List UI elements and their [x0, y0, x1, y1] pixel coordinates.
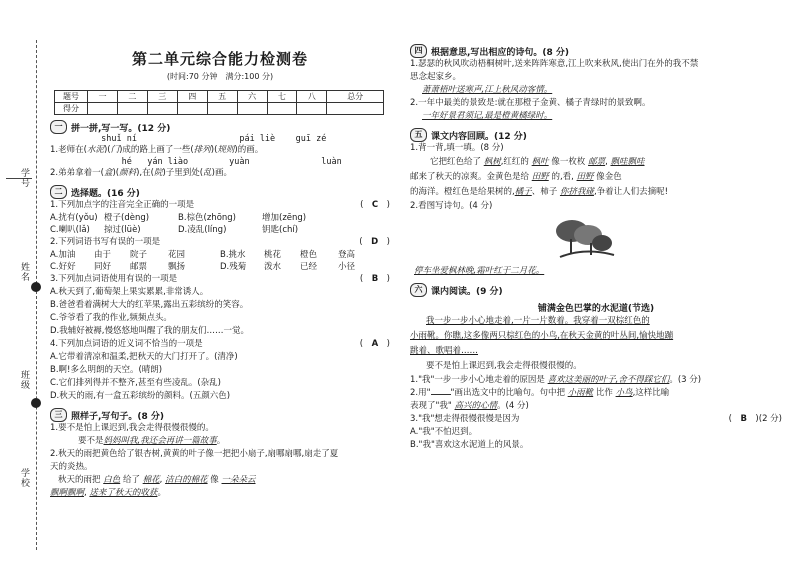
- answer-line: [50, 435, 390, 448]
- text: 的,看,: [551, 172, 574, 182]
- text: )(: [210, 145, 218, 155]
- class-label: 班级: [19, 370, 29, 390]
- text: 像: [210, 475, 219, 485]
- answer-line: [50, 474, 390, 487]
- option-line: C.爷爷看了我的作业,频频点头。: [50, 313, 172, 323]
- option-line: B.爸爸看着满树大大的红苹果,露出五彩缤纷的笑容。: [50, 300, 249, 310]
- text: 。: [157, 488, 166, 498]
- binding-margin: [0, 0, 48, 561]
- options-row: [50, 224, 390, 236]
- score-cell: 题号: [55, 91, 88, 103]
- score-cell: 五: [207, 91, 237, 103]
- score-input-cell[interactable]: [117, 103, 147, 115]
- question-text: 3."我"想走得很慢很慢是因为: [410, 414, 520, 424]
- choice-answer: B: [740, 414, 747, 424]
- question-text: 思念起家乡。: [410, 72, 462, 82]
- text: )(: [112, 168, 120, 178]
- exam-title: 第二单元综合能力检测卷: [131, 50, 308, 68]
- section-title: 拼一拼,写一写。(12 分): [71, 123, 171, 134]
- score-cell: 八: [297, 91, 327, 103]
- section-title: 照样子,写句子。(8 分): [71, 411, 165, 422]
- score-cell: 一: [88, 91, 118, 103]
- option: 邮票: [130, 262, 148, 272]
- handwritten-answer[interactable]: 送来了秋天的收获: [89, 488, 158, 498]
- question-line: [50, 199, 390, 212]
- option: D.残菊: [220, 262, 247, 272]
- section-2-heading: [50, 185, 390, 199]
- section-number-badge: 一: [50, 120, 67, 134]
- option: 院子: [130, 250, 148, 260]
- example-sentence: 2.秋天的雨把黄色给了银杏树,黄黄的叶子像一把把小扇子,扇哪扇哪,扇走了夏: [50, 449, 339, 459]
- option: 钥匙(chí): [262, 225, 299, 235]
- score-input-cell[interactable]: [237, 103, 267, 115]
- handwritten-answer[interactable]: 小鸟: [615, 388, 633, 398]
- option: 已经: [300, 262, 318, 272]
- text: ,: [605, 157, 608, 167]
- handwritten-answer[interactable]: 飘啊飘啊: [50, 488, 85, 498]
- handwritten-answer[interactable]: 排列: [193, 145, 211, 155]
- text: 。(4 分): [497, 401, 529, 411]
- pinyin-line: hé yán liào yuàn luàn: [50, 157, 342, 167]
- option: 桃花: [264, 250, 282, 260]
- fill-paragraph: [410, 170, 782, 185]
- section-number-badge: 六: [410, 283, 427, 297]
- option-line: D.我辅好被褥,慢悠悠地叫醒了我的朋友们……一觉。: [50, 326, 249, 336]
- answer-bracket[interactable]: ( D ): [359, 237, 390, 247]
- text: )画。: [211, 168, 232, 178]
- option: 飘扬: [168, 262, 186, 272]
- text: 表现了"我": [410, 401, 452, 411]
- text: 1.老师在(: [50, 145, 87, 155]
- option: A.加油: [50, 250, 76, 260]
- handwritten-answer[interactable]: 枫树: [483, 157, 501, 167]
- handwritten-answer[interactable]: 橘子: [514, 187, 532, 197]
- question-text: 1.下列加点字的注音完全正确的一项是: [50, 200, 195, 210]
- option: 由于: [94, 250, 112, 260]
- handwritten-answer[interactable]: 院: [153, 168, 163, 178]
- section-number-badge: 四: [410, 44, 427, 58]
- text: 。: [216, 436, 226, 446]
- binding-dashed-line: [36, 40, 37, 550]
- handwritten-answer[interactable]: 棉花: [142, 475, 160, 485]
- fill-paragraph: [410, 155, 782, 170]
- question-text: 3.下列加点词语使用有误的一项是: [50, 274, 178, 284]
- score-input-cell[interactable]: [177, 103, 207, 115]
- school-label: 学校: [19, 468, 29, 488]
- text: 。(3 分): [669, 375, 702, 385]
- choice-answer: A: [371, 339, 379, 349]
- options-row: [50, 249, 390, 261]
- text: "画出选文中的比喻句。句中把: [450, 388, 565, 398]
- score-table: [54, 90, 384, 115]
- option: 橙子(dèng): [104, 213, 150, 223]
- handwritten-answer[interactable]: 枫叶: [531, 157, 549, 167]
- section-1-heading: [50, 120, 390, 134]
- text: 给了: [122, 475, 140, 485]
- text: 邮来了秋天的凉爽。金黄色是给: [410, 172, 530, 182]
- question-text: 1.瑟瑟的秋风吹动梧桐树叶,送来阵阵寒意,江上吹来秋风,使出门在外的我不禁: [410, 59, 699, 69]
- reading-text: 我一步一步小心地走着,一片一片数着。我穿着一双棕红色的: [426, 316, 650, 326]
- answer-line: [50, 487, 390, 500]
- points: (2 分): [758, 414, 782, 424]
- choice-answer: C: [371, 200, 379, 210]
- option: C.好好: [50, 262, 76, 272]
- question-line: [410, 400, 782, 413]
- option-line: C.它们排列得并不整齐,甚至有些凌乱。(杂乱): [50, 378, 221, 388]
- reading-paragraph: [410, 329, 782, 344]
- example-sentence: 1.要不是怕上课迟到,我会走得很慢很慢的。: [50, 423, 214, 433]
- handwritten-answer[interactable]: 规则: [217, 145, 235, 155]
- fill-paragraph: [410, 185, 782, 200]
- option-line: D.秋天的雨,有一盒五彩缤纷的颜料。(五颜六色): [50, 391, 231, 401]
- score-input-cell[interactable]: [327, 103, 384, 115]
- handwritten-answer[interactable]: 白色: [103, 475, 121, 485]
- option: B.棕色(zhōng): [178, 213, 236, 223]
- question-line: [410, 413, 782, 426]
- question-text: 2.一年中最美的景致是:就在那橙子金黄、橘子青绿时的景致啊。: [410, 98, 651, 108]
- maple-forest-picture-icon: [550, 217, 620, 261]
- answer-bracket[interactable]: ( B )(2 分): [728, 414, 782, 424]
- student-id-label: 学号: [19, 168, 29, 188]
- score-cell: 二: [117, 91, 147, 103]
- answer-line: [410, 265, 782, 278]
- text: )子里到处(: [162, 168, 204, 178]
- question-line: [50, 338, 390, 351]
- score-table-score-row: [55, 103, 384, 115]
- text: 比作: [595, 388, 613, 398]
- text: ),在(: [136, 168, 154, 178]
- left-page: [50, 0, 390, 561]
- handwritten-answer[interactable]: 门: [110, 145, 120, 155]
- option-line: A."我"不怕迟到。: [410, 427, 478, 437]
- handwritten-answer[interactable]: 停车坐爱枫林晚,霜叶红于二月花。: [414, 266, 545, 276]
- reading-text: 小雨靴。你瞧,这多像两只棕红色的小鸟,在秋天金黄的叶丛间,愉快地蹦: [410, 331, 674, 341]
- section-4-heading: [410, 44, 782, 58]
- score-cell: 得分: [55, 103, 88, 115]
- question-line: [50, 167, 390, 180]
- text: 像金色: [596, 172, 622, 182]
- option: 增加(zēng): [262, 213, 307, 223]
- handwritten-answer[interactable]: 一年好景君须记,最是橙黄橘绿时。: [422, 111, 553, 121]
- score-cell: 七: [267, 91, 297, 103]
- text: ,争着让人们去摘呢!: [593, 187, 669, 197]
- option: 登高: [338, 250, 356, 260]
- text: 2.弟弟拿着一(: [50, 168, 104, 178]
- handwritten-answer[interactable]: 萧萧梧叶送寒声,江上秋风动客情。: [422, 85, 553, 95]
- reading-text: 跳着、歌唱着……: [410, 346, 479, 356]
- handwritten-answer[interactable]: 高兴的心情: [454, 401, 498, 411]
- handwritten-answer[interactable]: 一朵朵云: [221, 475, 256, 485]
- binding-hole-icon: [31, 398, 41, 408]
- text: )(: [103, 145, 111, 155]
- options-row: [50, 212, 390, 224]
- option: 泼水: [264, 262, 282, 272]
- right-page: [410, 0, 782, 561]
- option: 花园: [168, 250, 186, 260]
- question-text: 1.背一背,填一填。(8 分): [410, 143, 504, 153]
- text: 、柿子: [531, 187, 558, 197]
- score-cell: 总分: [327, 91, 384, 103]
- choice-answer: D: [371, 237, 379, 247]
- answer-line: [410, 84, 782, 97]
- reading-paragraph: 要不是怕上课迟到,我会走得很慢很慢的。: [426, 361, 582, 371]
- option: B.挑水: [220, 250, 246, 260]
- section-5-heading: [410, 128, 782, 142]
- score-input-cell[interactable]: [297, 103, 327, 115]
- handwritten-answer[interactable]: 喜欢这美丽的叶子,舍不得踩它们: [547, 375, 670, 385]
- option-line: B."我"喜欢这水泥道上的风景。: [410, 440, 529, 450]
- score-cell: 六: [237, 91, 267, 103]
- answer-bracket[interactable]: ( A ): [359, 339, 390, 349]
- student-name-label: 姓名: [19, 262, 29, 282]
- text: 要不是: [78, 436, 104, 446]
- handwritten-answer[interactable]: 飘哇飘哇: [610, 157, 645, 167]
- handwritten-answer[interactable]: 洁白的棉花: [165, 475, 208, 485]
- question-line: [50, 144, 390, 157]
- text: 的海洋。橙红色是给果树的,: [410, 187, 515, 197]
- option: C.喇叭(lǎ): [50, 225, 90, 235]
- text: 秋天的雨把: [58, 475, 101, 485]
- answer-bracket[interactable]: ( C ): [360, 200, 390, 210]
- text: ,这样比喻: [632, 388, 670, 398]
- score-table-header-row: [55, 91, 384, 103]
- score-input-cell[interactable]: [207, 103, 237, 115]
- handwritten-answer[interactable]: 田野: [531, 172, 549, 182]
- reading-paragraph: [410, 314, 782, 329]
- answer-line: [410, 110, 782, 123]
- handwritten-answer[interactable]: 小雨靴: [567, 388, 594, 398]
- text: 1."我"一步一步小心地走着的原因是: [410, 375, 545, 385]
- answer-bracket[interactable]: ( B ): [359, 274, 390, 284]
- reading-paragraph: [410, 344, 782, 359]
- option: D.凌乱(líng): [178, 225, 227, 235]
- text: )的画。: [234, 145, 264, 155]
- question-line: [410, 387, 782, 400]
- text: )成的路上画了一些(: [119, 145, 194, 155]
- score-input-cell[interactable]: [267, 103, 297, 115]
- option-line: A.它带着清凉和温柔,把秋天的大门打开了。(清净): [50, 352, 238, 362]
- score-cell: 三: [147, 91, 177, 103]
- text: ,: [159, 475, 163, 485]
- underline-sample: [431, 394, 451, 395]
- handwritten-answer[interactable]: 邮票: [588, 157, 606, 167]
- option: A.扰有(yǒu): [50, 213, 98, 223]
- section-title: 课内阅读。(9 分): [431, 286, 503, 297]
- question-text: 4.下列加点词语的近义词不恰当的一项是: [50, 339, 203, 349]
- choice-answer: B: [371, 274, 379, 284]
- option-line: B.啊!多么明朗的天空。(晴朗): [50, 365, 163, 375]
- handwritten-answer[interactable]: 盒: [103, 168, 113, 178]
- option: 小径: [338, 262, 356, 272]
- options-row: [50, 261, 390, 273]
- text: 它把红色给了: [430, 157, 482, 167]
- section-6-heading: [410, 283, 782, 297]
- question-line: [50, 236, 390, 249]
- handwritten-answer[interactable]: 田野: [576, 172, 594, 182]
- section-3-heading: [50, 408, 390, 422]
- handwritten-answer[interactable]: 水泥: [86, 145, 104, 155]
- option: 橙色: [300, 250, 318, 260]
- option-line: A.秋天到了,葡萄架上果实累累,非常诱人。: [50, 287, 209, 297]
- section-number-badge: 五: [410, 128, 427, 142]
- text: 2.用": [410, 388, 431, 398]
- text: ,红红的: [500, 157, 529, 167]
- text: ,: [84, 488, 87, 498]
- section-number-badge: 二: [50, 185, 67, 199]
- reading-title: 铺满金色巴掌的水泥道(节选): [537, 304, 655, 314]
- binding-hole-icon: [31, 282, 41, 292]
- handwritten-answer[interactable]: 颜料: [119, 168, 137, 178]
- section-title: 选择题。(16 分): [71, 188, 140, 199]
- option: 同好: [94, 262, 112, 272]
- score-input-cell[interactable]: [147, 103, 177, 115]
- handwritten-answer[interactable]: 妈妈叫我,我还会再讲一篇故事: [103, 436, 217, 446]
- handwritten-answer[interactable]: 乱: [203, 168, 212, 178]
- section-title: 课文内容回顾。(12 分): [431, 131, 527, 142]
- example-sentence: 天的炎热。: [50, 462, 93, 472]
- option: 掠过(lüè): [104, 225, 141, 235]
- score-cell: 四: [177, 91, 207, 103]
- question-text: 2.下列词语书写有误的一项是: [50, 237, 161, 247]
- section-title: 根据意思,写出相应的诗句。(8 分): [431, 47, 570, 58]
- question-line: [50, 273, 390, 286]
- pinyin-line: shuǐ ní pái liè guī zé: [50, 134, 327, 144]
- question-line: [410, 374, 782, 387]
- score-input-cell[interactable]: [88, 103, 118, 115]
- question-text: 2.看图写诗句。(4 分): [410, 201, 493, 211]
- section-number-badge: 三: [50, 408, 67, 422]
- exam-subtitle: (时间:70 分钟 满分:100 分): [166, 72, 274, 81]
- handwritten-answer[interactable]: 你挤我碰: [559, 187, 594, 197]
- text: 像一枚枚: [551, 157, 586, 167]
